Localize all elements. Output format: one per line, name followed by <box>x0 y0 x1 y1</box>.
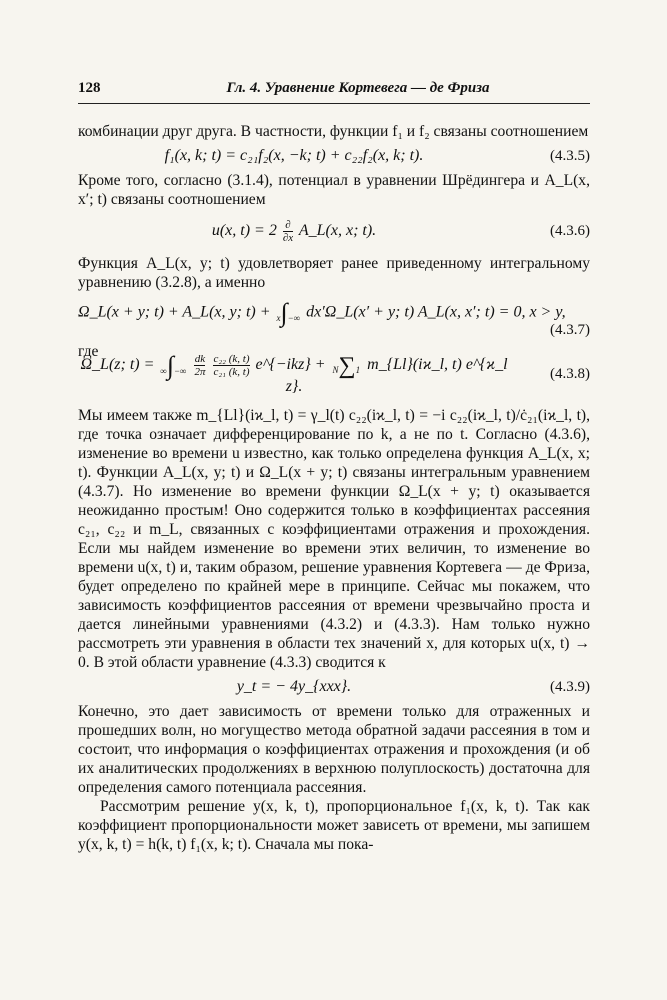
paragraph-3: Функция A_L(x, y; t) удовлетворяет ранее приведенному интегральному уравнению (3.2.8), а именно <box>78 255 590 291</box>
paragraph-4: Мы имеем также m_{Ll}(iϰ_l, t) = γ_l(t) c₂₂(iϰ_l, t) = −i c₂₂(iϰ_l, t)/ċ₂₁(iϰ_l, t), где точка означает дифференцирование по k, а не по t. Согласно (4.3.6), изменение во времени u известно, как только определена функция A_L(x, x; t). Функции A_L(x, y; t) и Ω_L(x + y; t) связаны интегральным уравнением (4.3.7). Но изменение во времени функции Ω_L(x + y; t) оказывается неожиданно простым! Оно содержится только в коэффициентах рассеяния c₂₁, c₂₂ и m_L, связанных с коэффициентами отражения и прохождения. Если мы найдем изменение во времени этих величин, то изменение во времени u(x, t) и, таким образом, решение уравнения Кортевега — де Фриза, будет определено по крайней мере в принципе. Сейчас мы покажем, что зависимость коэффициентов рассеяния от времени чрезвычайно проста и дается линейными уравнениями (4.3.2) и (4.3.3). Нам только нужно рассмотреть эти уравнения в области тех значений x, для которых u(x, t) → 0. В этой области уравнение (4.3.3) сводится к <box>78 407 590 671</box>
integral-sign: x∫−∞ <box>276 298 301 327</box>
page-number: 128 <box>78 80 101 96</box>
paragraph-2: Кроме того, согласно (3.1.4), потенциал в уравнении Шрёдингера и A_L(x, x′; t) связаны соотношением <box>78 172 590 208</box>
integral-sign: ∞∫−∞ <box>160 350 187 380</box>
equation-4-3-7: Ω_L(x + y; t) + A_L(x, y; t) + x∫−∞ dx′Ω_L(x′ + y; t) A_L(x, x′; t) = 0, x > y, <box>78 298 566 327</box>
paragraph-6: Рассмотрим решение y(x, k, t), пропорциональное f₁(x, k, t). Так как коэффициент пропорциональности может зависеть от времени, мы запишем y(x, k, t) = h(k, t) f₁(x, k; t). Сначала мы пока- <box>78 798 590 853</box>
running-header <box>78 80 590 104</box>
fraction-dk: $\frac{dk}{2\pi}$ <box>194 353 206 378</box>
equation-4-3-5: f₁(x, k; t) = c₂₁f₂(x, −k; t) + c₂₂f₂(x, k; t). (4.3.5) <box>164 147 590 164</box>
equation-tag: (4.3.7) <box>550 322 590 338</box>
sum-sign: N∑1 <box>332 352 361 379</box>
equation-4-3-8: Ω_L(z; t) = ∞∫−∞ $\frac{dk}{2\pi}$ $\frac{\text{c₂₂ (k, t)}}{\text{c₂₁ (k, t)}}$ e^{−ikz} + N∑1 m_{Ll}(iϰ_l, t) e^{ϰ_l z}. (4.3.8) <box>80 350 590 395</box>
page <box>78 80 590 854</box>
equation-tag: (4.3.8) <box>550 366 590 382</box>
equation-4-3-6: u(x, t) = 2 $\frac{\partial}{\partial x}$ A_L(x, x; t). (4.3.6) <box>211 219 590 244</box>
derivative-fraction: $\frac{\partial}{\partial x}$ <box>282 219 294 244</box>
paragraph-1: комбинации друг друга. В частности, функции f₁ и f₂ связаны соотношением <box>78 123 589 140</box>
running-title: Гл. 4. Уравнение Кортевега — де Фриза <box>226 80 490 96</box>
equation-4-3-9: y_t = − 4y_{xxx}. (4.3.9) <box>236 678 590 695</box>
equation-tag: (4.3.5) <box>550 147 590 164</box>
equation-tag: (4.3.6) <box>550 223 590 239</box>
paragraph-5: Конечно, это дает зависимость от времени только для отраженных и прошедших волн, но могущество метода обратной задачи рассеяния в том и состоит, что информация о коэффициентах отражения и прохождения (и об их аналитических продолжениях в верхнюю полуплоскость) достаточна для определения самого потенциала рассеяния. <box>78 703 590 796</box>
equation-tag: (4.3.9) <box>550 678 590 695</box>
fraction-c22-c21: $\frac{\text{c₂₂ (k, t)}}{\text{c₂₁ (k, t)}}$ <box>213 353 250 378</box>
where-word: где <box>78 343 99 360</box>
